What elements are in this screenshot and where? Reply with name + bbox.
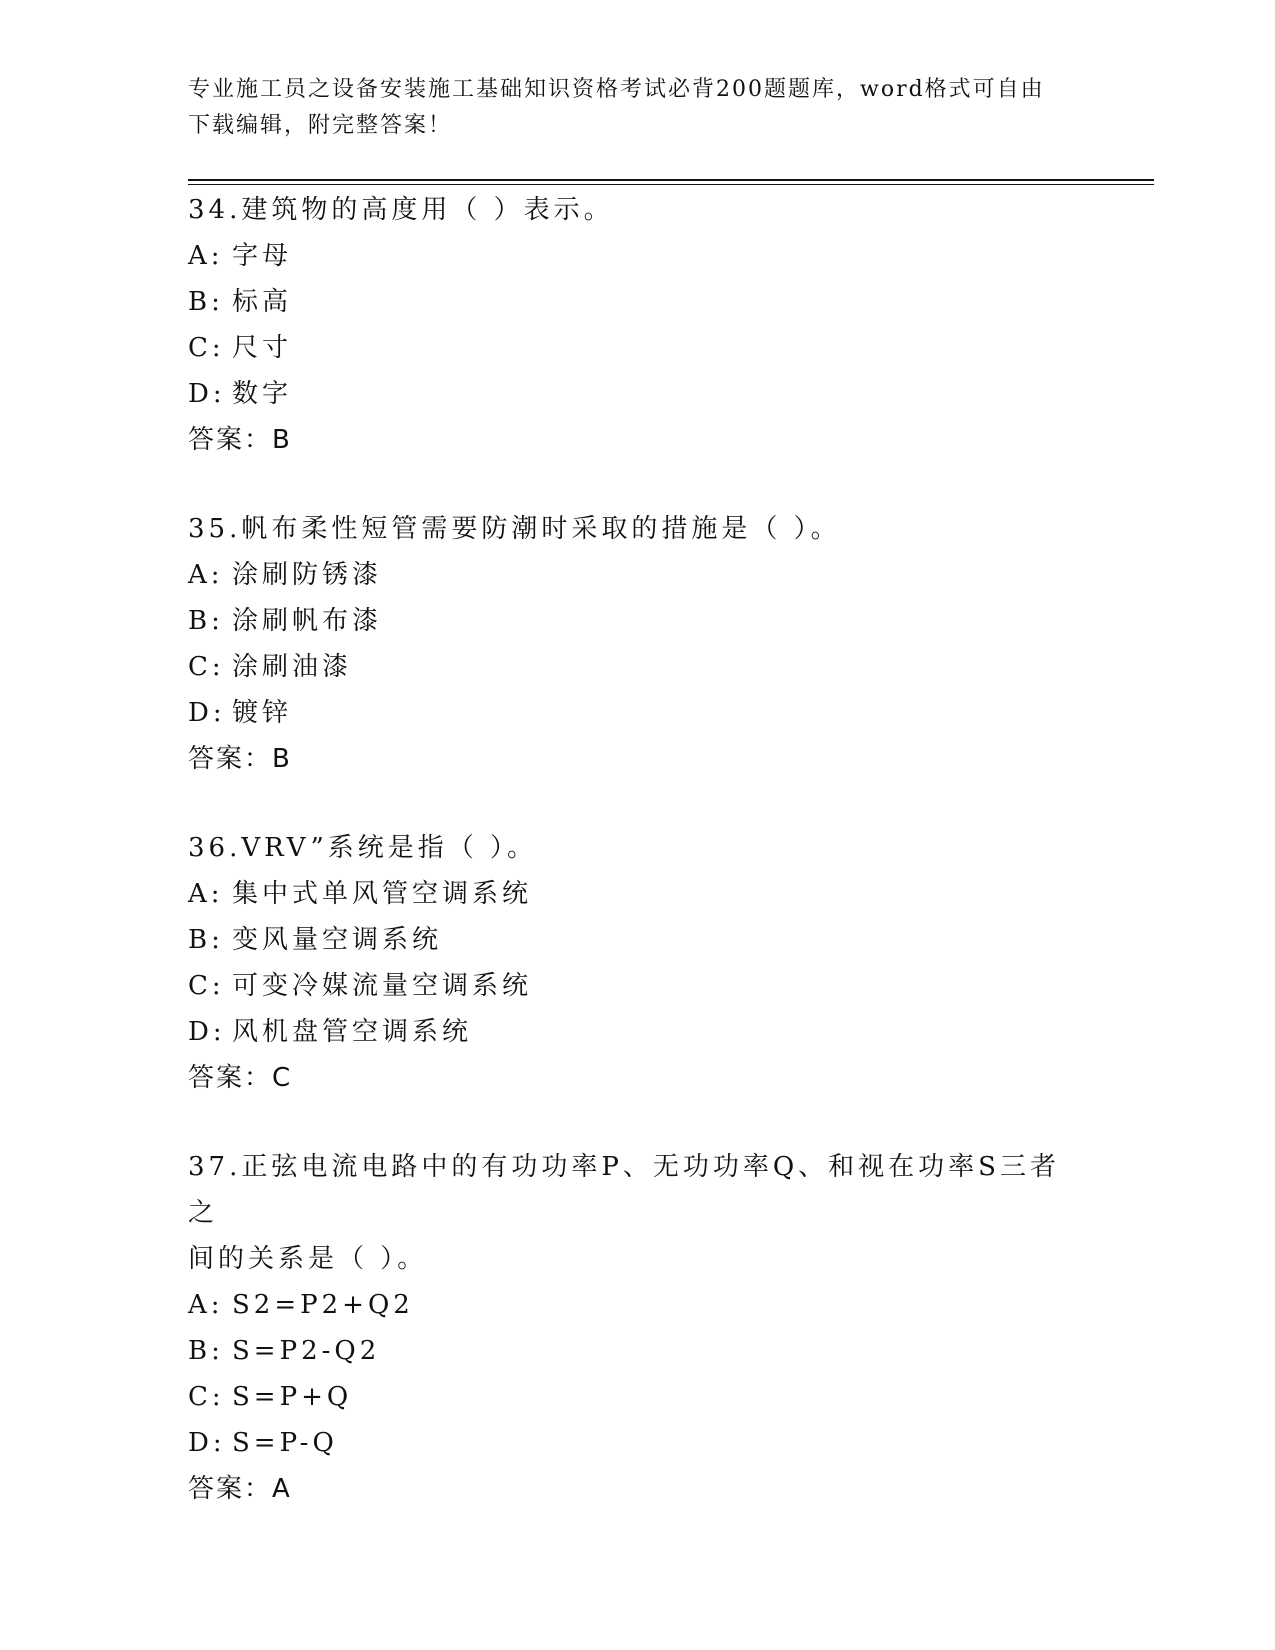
option-text: S=P2-Q2 [232, 1336, 381, 1366]
option-text: 涂刷防锈漆 [232, 560, 383, 590]
option-text: 字母 [232, 241, 293, 271]
answer-line: 答案：A [188, 1474, 292, 1504]
option-a [188, 871, 1088, 917]
option-text: 集中式单风管空调系统 [232, 879, 533, 909]
option-letter: C: [188, 652, 225, 682]
question-stem-line-1: 37.正弦电流电路中的有功功率P、无功功率Q、和视在功率S三者之 [188, 1152, 1060, 1228]
option-letter: C: [188, 333, 225, 363]
option-text: 风机盘管空调系统 [232, 1017, 473, 1047]
option-letter: D: [188, 1017, 226, 1047]
option-c [188, 325, 1088, 371]
option-a [188, 552, 1088, 598]
option-letter: A: [188, 241, 224, 271]
header-line-1: 专业施工员之设备安装施工基础知识资格考试必背200题题库，word格式可自由 [188, 77, 1045, 102]
question-stem-line-2: 间的关系是（ ）。 [188, 1244, 428, 1274]
option-d [188, 690, 1088, 736]
option-a [188, 233, 1088, 279]
option-letter: D: [188, 1428, 226, 1458]
header-line-2: 下载编辑，附完整答案！ [188, 113, 453, 138]
option-text: 可变冷媒流量空调系统 [232, 971, 533, 1001]
option-letter: A: [188, 560, 224, 590]
option-text: S2=P2+Q2 [232, 1290, 414, 1320]
option-text: 涂刷帆布漆 [232, 606, 383, 636]
option-text: S=P+Q [232, 1382, 353, 1412]
option-c [188, 1374, 1088, 1420]
question-35 [188, 506, 1088, 782]
option-d [188, 1420, 1088, 1466]
question-36 [188, 825, 1088, 1101]
question-stem: 36.VRV”系统是指（ ）。 [188, 833, 538, 863]
option-letter: D: [188, 698, 226, 728]
option-text: 镀锌 [232, 698, 293, 728]
option-letter: B: [188, 287, 224, 317]
option-text: 变风量空调系统 [232, 925, 443, 955]
answer-line: 答案：B [188, 744, 292, 774]
question-37 [188, 1144, 1088, 1512]
question-stem: 34.建筑物的高度用（ ）表示。 [188, 195, 614, 225]
option-text: 数字 [232, 379, 293, 409]
option-letter: B: [188, 606, 224, 636]
option-text: 涂刷油漆 [232, 652, 353, 682]
option-text: 尺寸 [232, 333, 293, 363]
option-letter: A: [188, 1290, 224, 1320]
option-d [188, 371, 1088, 417]
option-a [188, 1282, 1088, 1328]
option-letter: B: [188, 925, 224, 955]
option-b [188, 598, 1088, 644]
option-letter: B: [188, 1336, 224, 1366]
header-divider-thin [188, 184, 1154, 185]
option-letter: C: [188, 971, 225, 1001]
option-d [188, 1009, 1088, 1055]
option-c [188, 963, 1088, 1009]
answer-line: 答案：B [188, 425, 292, 455]
option-text: 标高 [232, 287, 293, 317]
option-b [188, 1328, 1088, 1374]
option-letter: C: [188, 1382, 225, 1412]
question-34 [188, 187, 1088, 463]
option-b [188, 917, 1088, 963]
option-c [188, 644, 1088, 690]
answer-line: 答案：C [188, 1063, 293, 1093]
question-stem: 35.帆布柔性短管需要防潮时采取的措施是（ ）。 [188, 514, 841, 544]
option-letter: D: [188, 379, 226, 409]
option-text: S=P-Q [232, 1428, 338, 1458]
document-header [188, 72, 1068, 144]
option-letter: A: [188, 879, 224, 909]
header-divider-thick [188, 179, 1154, 181]
option-b [188, 279, 1088, 325]
